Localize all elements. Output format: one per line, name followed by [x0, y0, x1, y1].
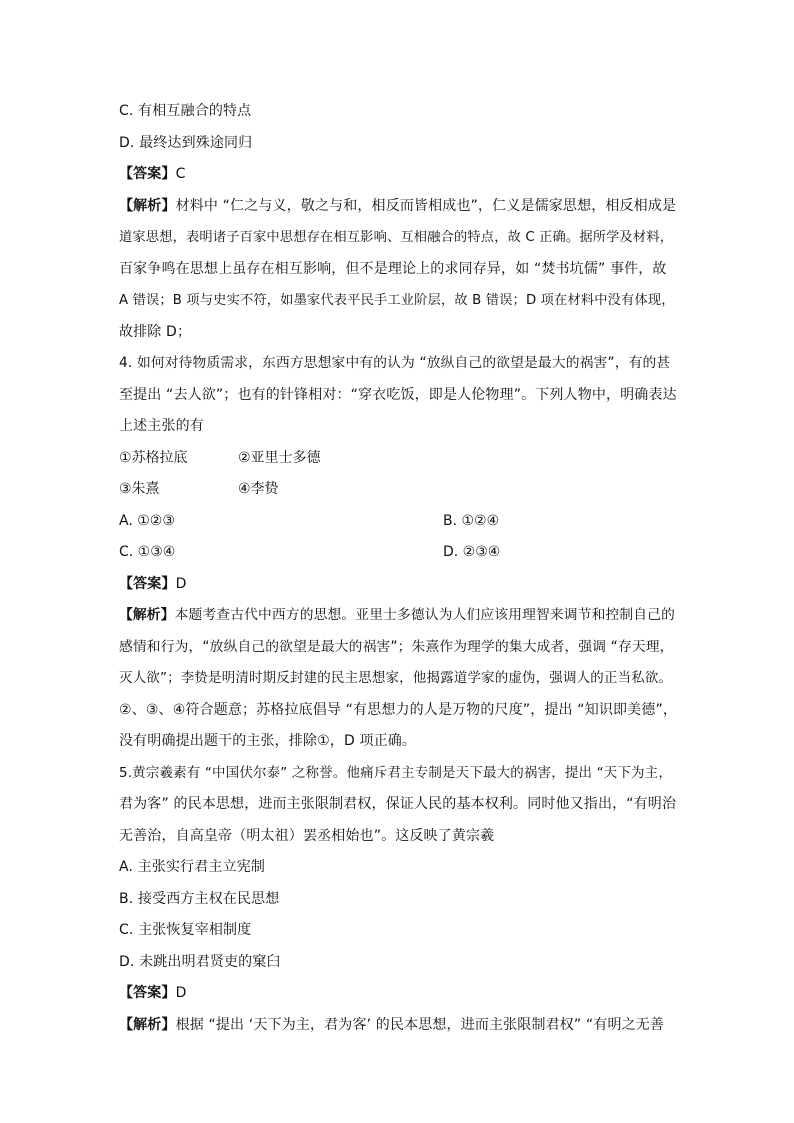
q4-items-row — [119, 443, 679, 475]
q4-answer — [119, 569, 679, 601]
q3-analysis-line: A 错误；B 项与史实不符，如墨家代表平民手工业阶层，故 B 错误；D 项在材料中没有体现， — [119, 293, 675, 308]
q4-stem-line: 至提出 “去人欲”；也有的针锋相对：“穿衣吃饭，即是人伦物理”。下列人物中，明确表达 — [119, 386, 677, 403]
q4-items-row — [119, 474, 679, 506]
q4-analysis-line: 没有明确提出题干的主张，排除①，D 项正确。 — [119, 733, 417, 749]
q3-option-d: D. 最终达到殊途同归 — [119, 134, 253, 151]
q5-option-b: B. 接受西方主权在民思想 — [119, 890, 280, 907]
answer-label: 【答案】 — [119, 575, 176, 592]
q3-analysis-line: 道家思想，表明诸子百家中思想存在相互影响、互相融合的特点，故 C 正确。据所学及材料， — [119, 230, 674, 245]
q4-option: A. ①②③ — [119, 512, 175, 529]
answer-value: D — [175, 575, 187, 592]
q5-option-d: D. 未跳出明君贤吏的窠臼 — [119, 953, 281, 970]
q4-option: C. ①③④ — [119, 544, 176, 560]
q3-analysis-line: 百家争鸣在思想上虽存在相互影响，但不是理论上的求同存异，如 “焚书坑儒” 事件，故 — [119, 260, 667, 277]
q4-item: ④李贽 — [238, 481, 279, 497]
q4-options-row — [119, 537, 679, 569]
q4-item: ②亚里士多德 — [238, 449, 321, 466]
q4-analysis-line: 灭人欲”；李贽是明清时期反封建的民主思想家，他揭露道学家的虚伪，强调人的正当私欲。 — [119, 670, 673, 686]
answer-value: D — [175, 985, 187, 1001]
q5-option-a: A. 主张实行君主立宪制 — [119, 859, 266, 875]
q3-analysis-line: 【解析】材料中 “仁之与义，敬之与和，相反而皆相成也”，仁义是儒家思想，相反相成是 — [119, 197, 677, 214]
answer-label: 【答案】 — [119, 166, 176, 182]
q4-option: D. ②③④ — [443, 544, 501, 560]
answer-value: C — [175, 166, 186, 182]
q5-stem-line: 无善治，自高皇帝（明太祖）罢丞相始也”。这反映了黄宗羲 — [119, 827, 495, 844]
q5-answer — [119, 978, 679, 1010]
q4-options-row — [119, 506, 679, 538]
q4-analysis-line: 【解析】本题考查古代中西方的思想。亚里士多德认为人们应该用理智来调节和控制自己的 — [119, 607, 676, 623]
q5-option-c: C. 主张恢复宰相制度 — [119, 922, 252, 938]
q4-item: ①苏格拉底 — [119, 449, 188, 466]
q4-option: B. ①②④ — [443, 512, 500, 529]
q4-stem-line: 上述主张的有 — [119, 418, 204, 434]
analysis-label: 【解析】 — [119, 197, 176, 214]
answer-label: 【答案】 — [119, 985, 176, 1001]
q3-answer — [119, 159, 679, 191]
q4-analysis-line: ②、③、④符合题意；苏格拉底倡导 “有思想力的人是万物的尺度”，提出 “知识即美德”， — [119, 701, 678, 718]
q5-analysis-line: 【解析】根据 “提出 ‘天下为主，君为客’ 的民本思想，进而主张限制君权” “有明之无善 — [119, 1016, 665, 1033]
q5-stem-line: 5.黄宗羲素有 “中国伏尔泰” 之称誉。他痛斥君主专制是天下最大的祸害，提出 “天下为主， — [119, 764, 672, 781]
q4-item: ③朱熹 — [119, 481, 160, 497]
q3-analysis-line: 故排除 D； — [119, 323, 192, 340]
q4-stem-line: 4. 如何对待物质需求，东西方思想家中有的认为 “放纵自己的欲望是最大的祸害”，有的甚 — [119, 355, 671, 371]
document-page — [119, 96, 679, 1041]
analysis-label: 【解析】 — [119, 1016, 176, 1033]
q5-stem-line: 君为客” 的民本思想，进而主张限制君权，保证人民的基本权利。同时他又指出，“有明治 — [119, 796, 677, 812]
q3-option-c: C. 有相互融合的特点 — [119, 103, 252, 119]
analysis-label: 【解析】 — [119, 607, 175, 623]
q4-analysis-line: 感情和行为，“放纵自己的欲望是最大的祸害”；朱熹作为理学的集大成者，强调 “存天理， — [119, 638, 674, 655]
